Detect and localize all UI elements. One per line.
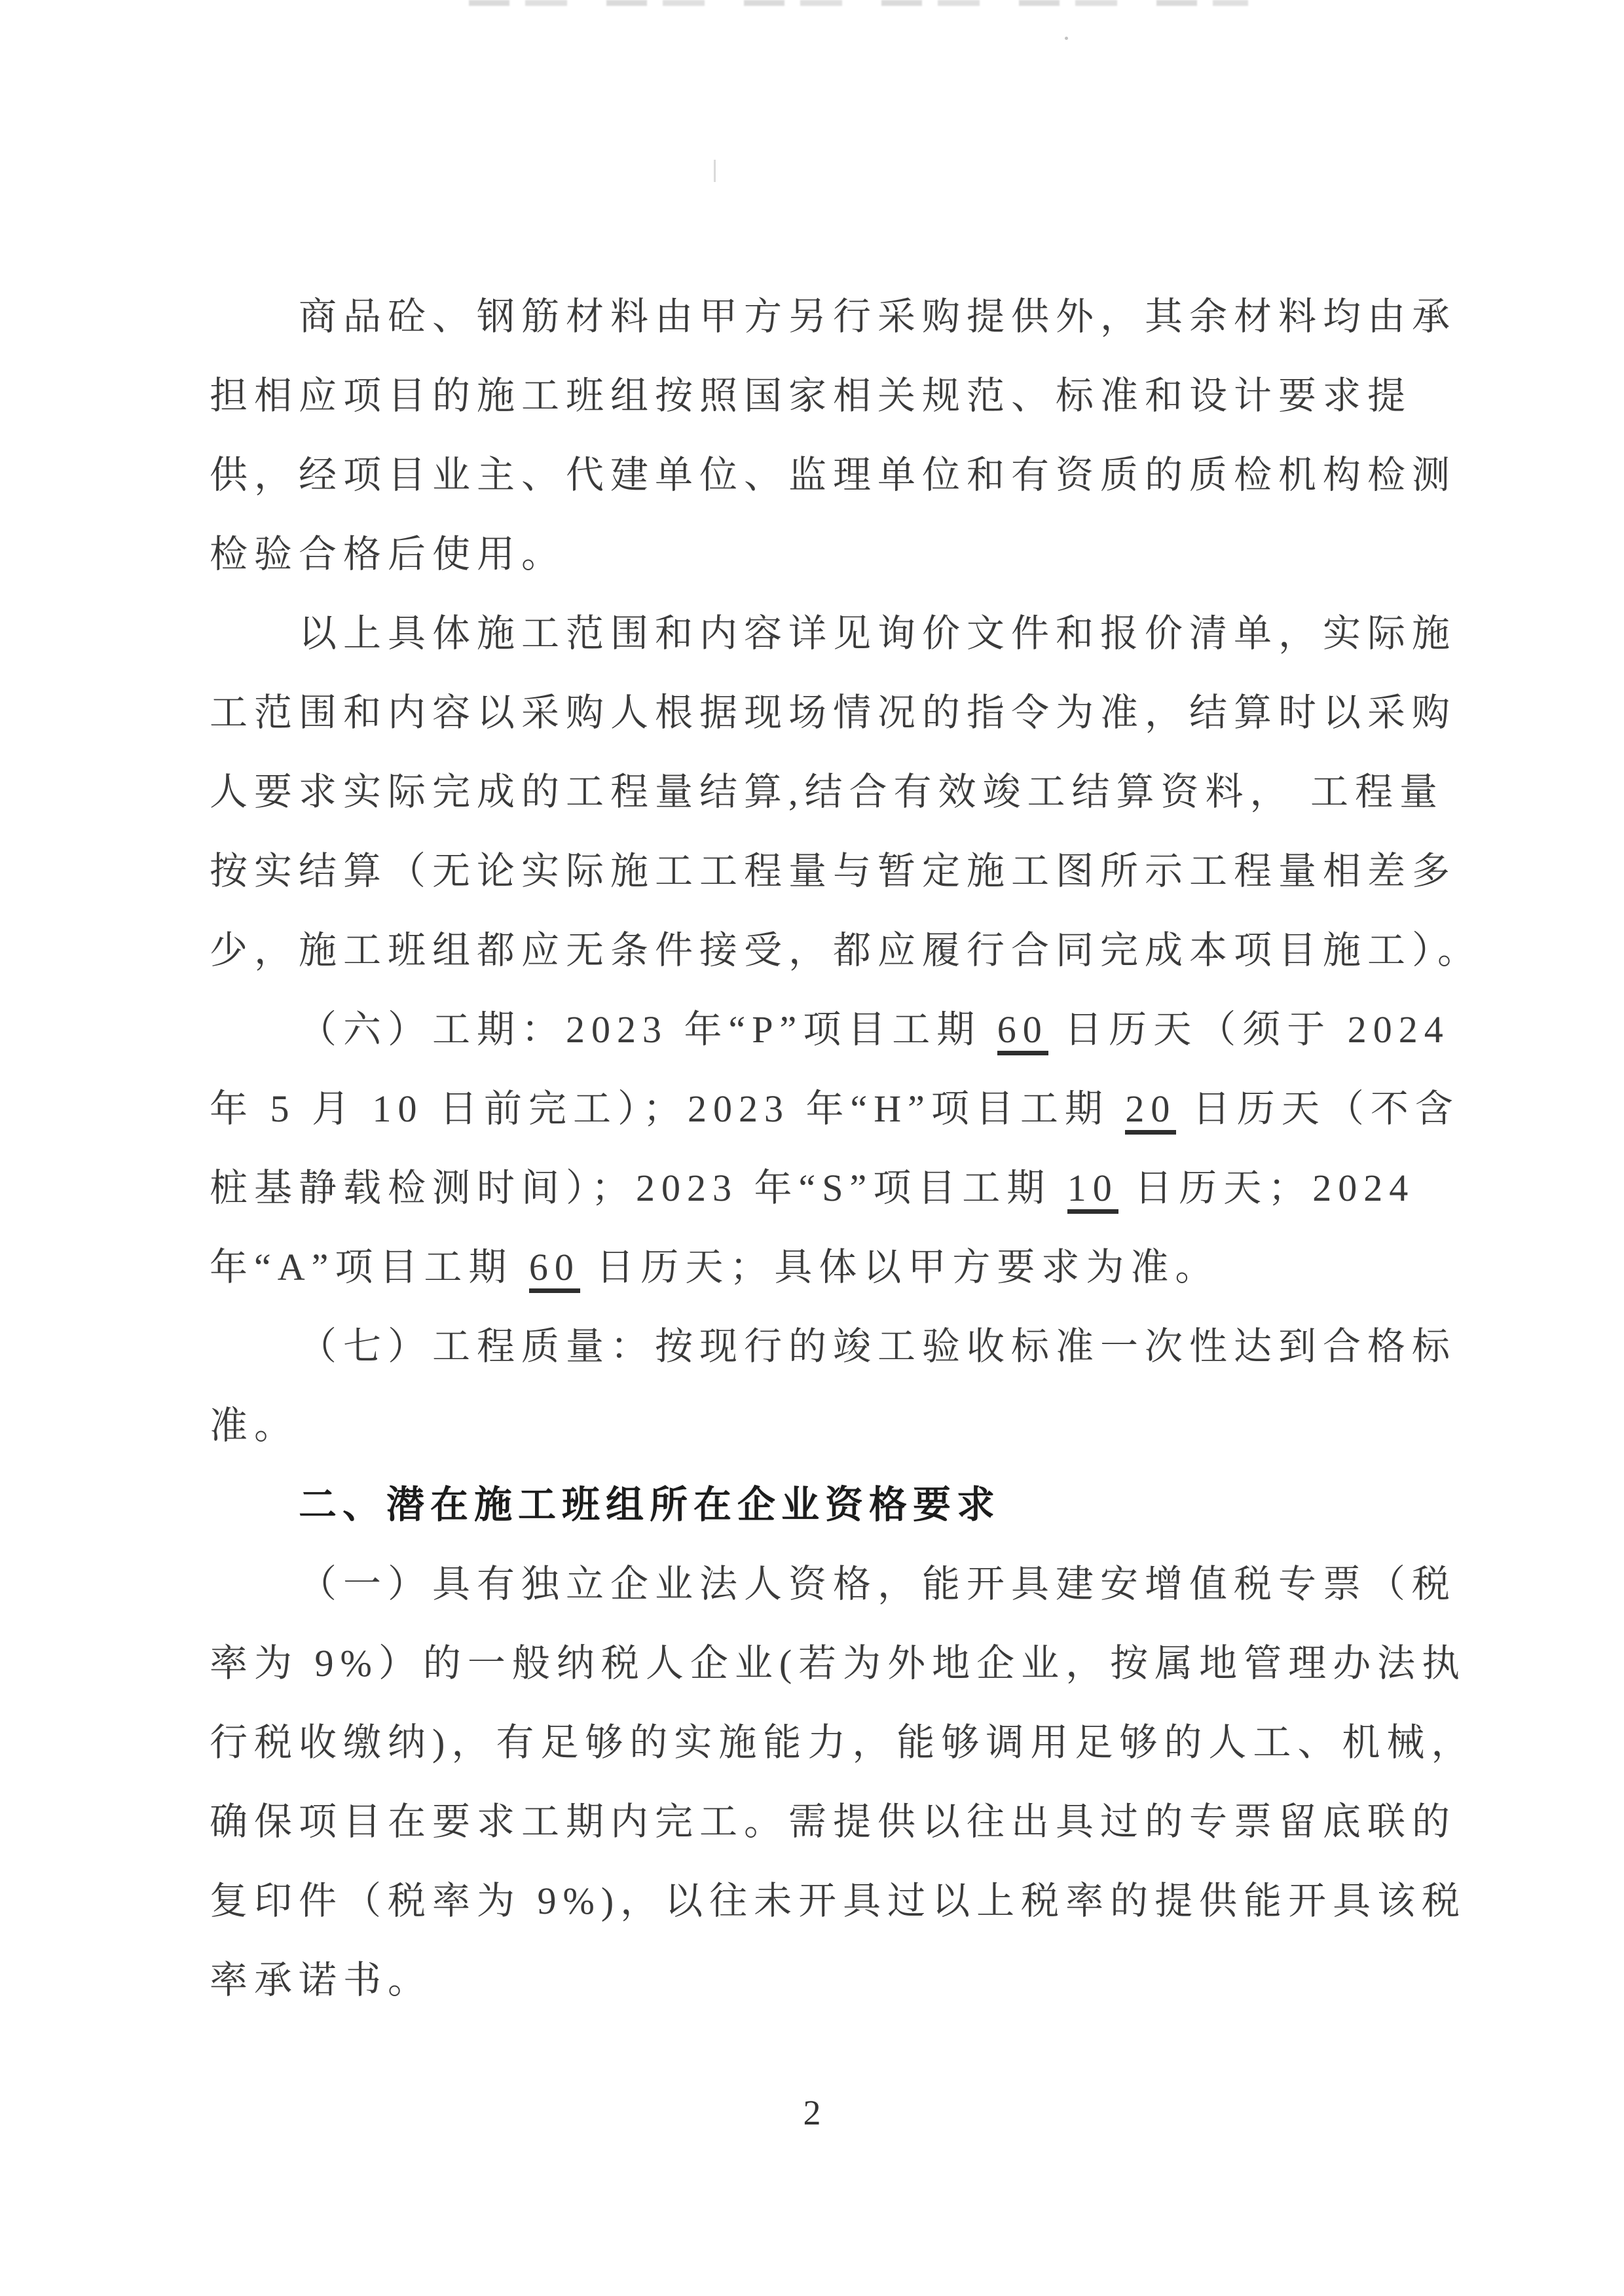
text-segment: 担相应项目的施工班组按照国家相关规范、标准和设计要求提 (210, 374, 1412, 417)
scan-speck (714, 160, 716, 182)
text-segment: （六）工期：2023 年“P”项目工期 (299, 1008, 997, 1051)
para-qualification-line-1 (210, 1544, 1467, 1624)
text-segment: 供，经项目业主、代建单位、监理单位和有资质的质检机构检测 (210, 454, 1457, 496)
text-segment: 率为 9%）的一般纳税人企业(若为外地企业，按属地管理办法执 (210, 1642, 1467, 1685)
para-materials-line-1 (210, 277, 1467, 356)
text-segment: 日历天；具体以甲方要求为准。 (580, 1246, 1220, 1288)
para-duration-line-1 (210, 990, 1467, 1069)
para-duration-line-2 (210, 1069, 1467, 1148)
text-segment: 人要求实际完成的工程量结算,结合有效竣工结算资料， 工程量 (210, 771, 1445, 813)
section-heading (210, 1465, 1467, 1544)
underlined-duration-value: 10 (1067, 1167, 1118, 1214)
para-scope-line-5 (210, 911, 1483, 990)
underlined-duration-value: 60 (529, 1246, 580, 1293)
para-qualification-line-2 (210, 1624, 1467, 1703)
text-segment: 年 5 月 10 日前完工）；2023 年“H”项目工期 (210, 1087, 1126, 1130)
para-qualification-line-5 (210, 1861, 1467, 1941)
scan-speck (1065, 37, 1068, 40)
text-segment: 桩基静载检测时间）；2023 年“S”项目工期 (210, 1167, 1067, 1209)
underlined-duration-value: 60 (997, 1008, 1048, 1055)
text-segment: （七）工程质量：按现行的竣工验收标准一次性达到合格标 (299, 1325, 1457, 1368)
text-segment: 复印件（税率为 9%)，以往未开具过以上税率的提供能开具该税 (210, 1880, 1467, 1922)
text-segment: 日历天（不含 (1176, 1087, 1460, 1130)
text-segment: 检验合格后使用。 (210, 533, 566, 575)
text-segment: 行税收缴纳)，有足够的实施能力，能够调用足够的人工、机械， (210, 1721, 1476, 1764)
text-segment: （一）具有独立企业法人资格，能开具建安增值税专票（税 (299, 1563, 1457, 1605)
para-duration-line-4 (210, 1228, 1467, 1307)
text-segment: 准。 (210, 1404, 299, 1447)
text-segment: 按实结算（无论实际施工工程量与暂定施工图所示工程量相差多 (210, 850, 1457, 892)
para-qualification-line-3 (210, 1703, 1476, 1782)
text-segment: 工范围和内容以采购人根据现场情况的指令为准，结算时以采购 (210, 691, 1457, 734)
para-duration-line-3 (210, 1148, 1467, 1228)
text-segment: 率承诺书。 (210, 1959, 433, 2001)
document-body (210, 277, 1483, 2020)
para-quality-line-1 (210, 1307, 1467, 1386)
para-scope-line-2 (210, 673, 1467, 752)
page-number: 2 (803, 2093, 821, 2132)
para-scope-line-4 (210, 831, 1467, 911)
para-materials-line-4 (210, 515, 1467, 594)
text-segment: 确保项目在要求工期内完工。需提供以往出具过的专票留底联的 (210, 1800, 1457, 1843)
text-segment: 以上具体施工范围和内容详见询价文件和报价清单，实际施 (299, 612, 1457, 655)
para-scope-line-3 (210, 752, 1467, 831)
para-scope-line-1 (210, 594, 1467, 673)
text-segment: 日历天；2024 (1118, 1167, 1415, 1209)
text-segment: 年“A”项目工期 (210, 1246, 529, 1288)
underlined-duration-value: 20 (1125, 1087, 1176, 1135)
para-materials-line-3 (210, 435, 1467, 515)
text-segment: 少，施工班组都应无条件接受，都应履行合同完成本项目施工）。 (210, 929, 1483, 972)
text-segment: 二、潜在施工班组所在企业资格要求 (299, 1484, 1001, 1526)
scan-noise-top (469, 0, 1248, 6)
para-materials-line-2 (210, 356, 1467, 435)
text-segment: 商品砼、钢筋材料由甲方另行采购提供外，其余材料均由承 (299, 295, 1457, 338)
text-segment: 日历天（须于 2024 (1048, 1008, 1450, 1051)
para-qualification-line-4 (210, 1782, 1467, 1861)
para-quality-line-2 (210, 1386, 1467, 1465)
para-qualification-line-6 (210, 1941, 1467, 2020)
